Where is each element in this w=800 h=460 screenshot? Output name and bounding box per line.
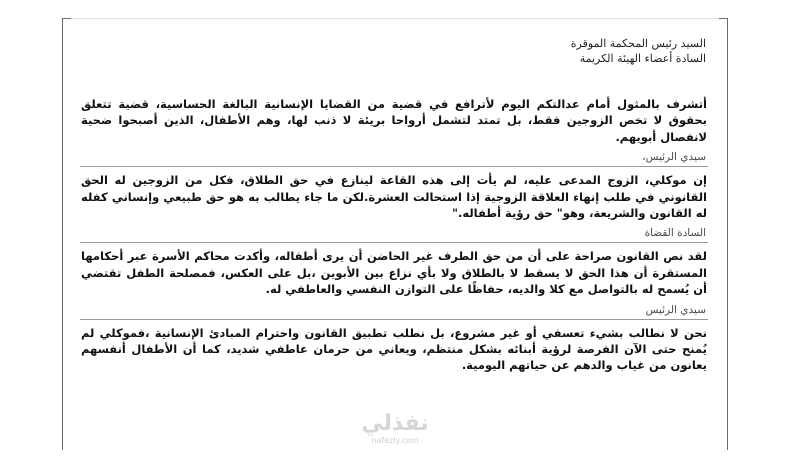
intro-paragraph: أتشرف بالمثول أمام عدالتكم اليوم لأترافع في قضية من القضايا الإنسانية البالغة الحساسية، قضية تتعلق بحقوق لا تخص الزوجين فقط، بل تمتد لتشمل أرواحا بريئة لا ذنب لها، وهم الأطفال، الذين أصبحوا ضحية لانفصال أبويهم. xyxy=(81,97,707,144)
address-line-court-president: السيد رئيس المحكمة الموقرة xyxy=(570,37,706,50)
watermark-logo xyxy=(345,412,445,445)
pleading-text xyxy=(80,96,708,374)
paragraph-request: نحن لا نطالب بشيء تعسفي أو غير مشروع، بل نطلب تطبيق القانون واحترام المبادئ الإنسانية ،فموكلي لم يُمنح حتى الآن الفرصة لرؤية أبنائه بشكل منتظم، ويعاني من حرمان عاطفي شديد، كما أن الأطفال أنفسهم يعانون من غياب والدهم عن حياتهم اليومية. xyxy=(81,325,707,373)
section-heading-judges: السادة القضاة xyxy=(80,227,708,243)
address-block xyxy=(80,36,706,66)
paragraph-legal-basis: لقد نص القانون صراحة على أن من حق الطرف غير الحاضن أن يرى أطفاله، وأكدت محاكم الأسرة عبر أحكامها المستقرة أن هذا الحق لا يسقط لا بالطلاق ولا بأي نزاع بين الأبوين ،بل على العكس، فمصلحة الطفل تقتضي أن يُسمح له بالتواصل مع كلا والديه، حفاظًا على التوازن النفسي والعاطفي له. xyxy=(81,249,707,297)
section-heading-president-2: سيدي الرئيس xyxy=(80,304,708,320)
document-body xyxy=(80,36,708,374)
paragraph-divorce-right: إن موكلي، الزوج المدعى عليه، لم يأت إلى هذه القاعة لينازع في حق الطلاق، فكل من الزوجين له الحق القانوني في طلب إنهاء العلاقة الزوجية إذا استحالت العشرة.لكن ما جاء يطالب به هو حق طبيعي وإنساني كفله له القانون والشريعة، وهو" حق رؤية أطفاله." xyxy=(81,173,707,221)
watermark-latin: nafezly.com xyxy=(371,436,419,445)
watermark-arabic: نفذلي xyxy=(361,411,429,436)
section-heading-president-1: سيدي الرئيس، xyxy=(80,151,708,167)
address-line-panel-members: السادة أعضاء الهيئة الكريمة xyxy=(579,52,706,65)
